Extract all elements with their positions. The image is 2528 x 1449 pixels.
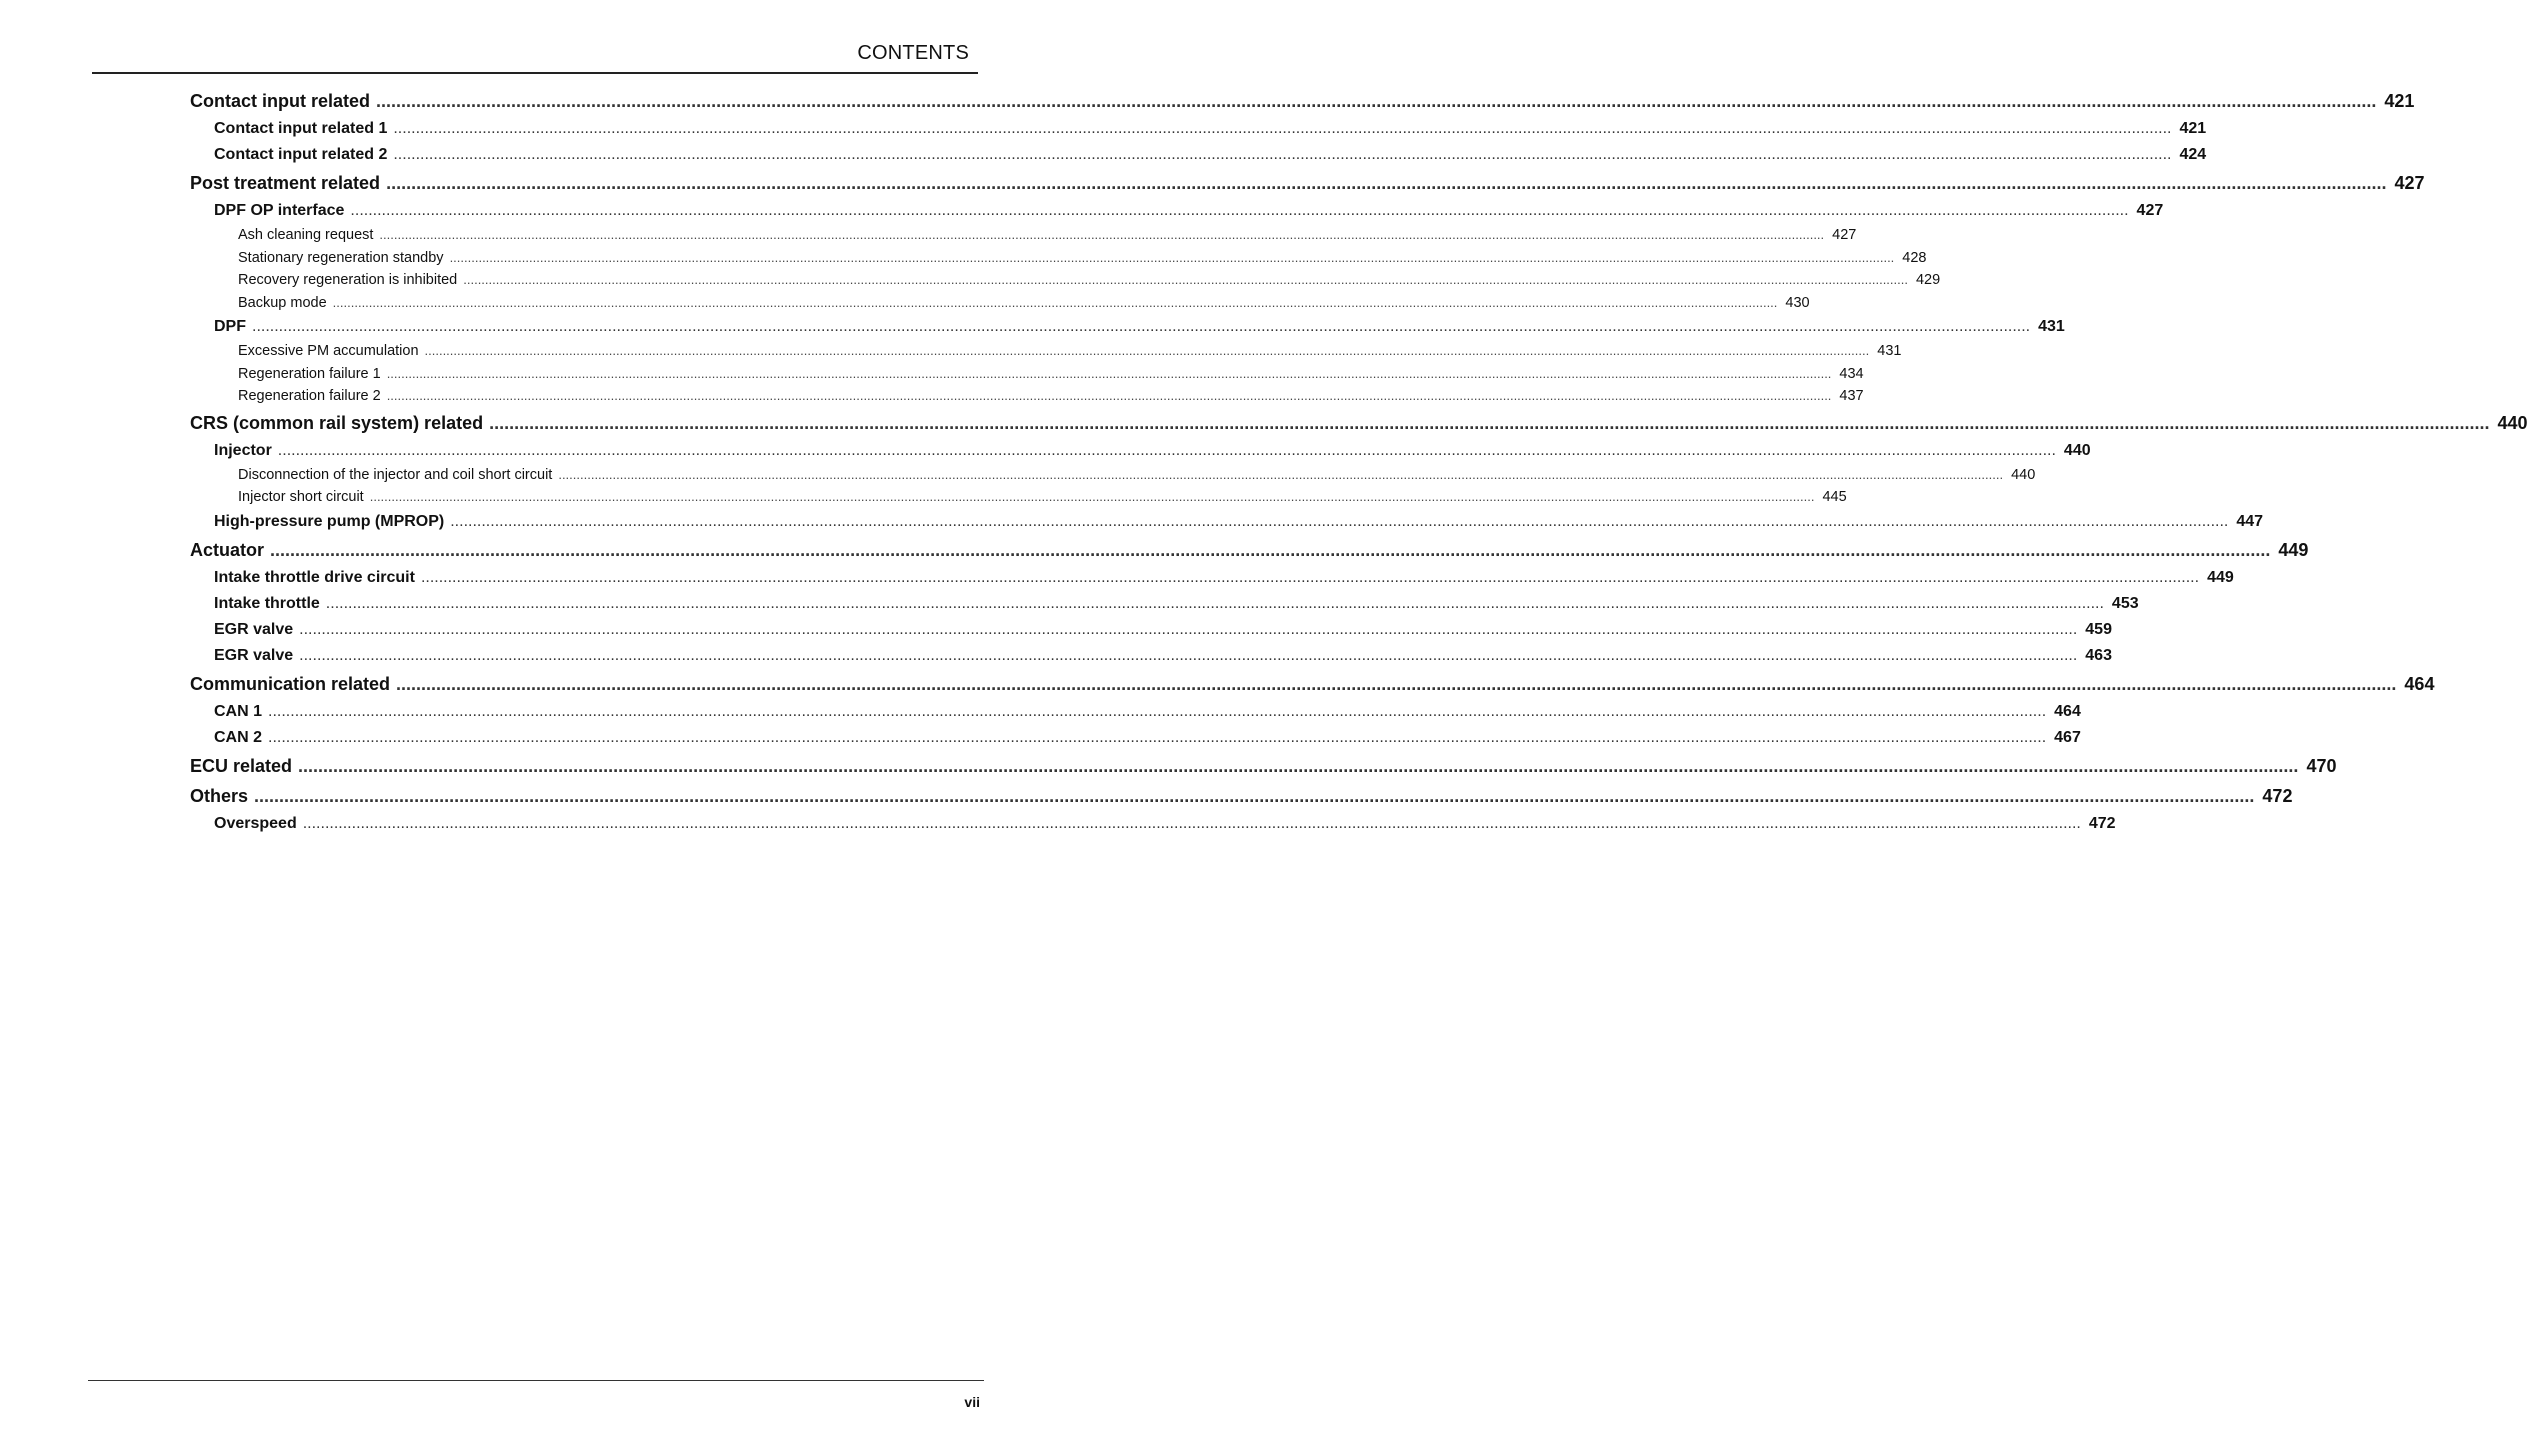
dot-leader: ................................................................................................................................................................................................................................................................................................................................................................................................................ — [369, 489, 1815, 504]
toc-entry-page-number: 427 — [2394, 173, 2425, 193]
toc-entry-level-2[interactable] — [214, 617, 2112, 643]
toc-entry-title: Recovery regeneration is inhibited — [238, 272, 458, 288]
toc-entry-level-2[interactable] — [214, 591, 2139, 617]
toc-entry-title: Others — [190, 785, 249, 806]
toc-entry-title: Contact input related — [190, 91, 371, 111]
toc-entry-level-2[interactable] — [214, 198, 2164, 224]
toc-entry-level-1[interactable] — [190, 87, 2415, 116]
dot-leader: ................................................................................................................................................................................................................................................................................................................................................................................................................ — [299, 620, 2078, 638]
toc-entry-title: Ash cleaning request — [238, 227, 374, 243]
toc-entry-title: Regeneration failure 1 — [238, 365, 381, 382]
toc-entry-level-2[interactable] — [214, 811, 2116, 837]
toc-entry-page-number: 440 — [2497, 412, 2528, 433]
dot-leader: ................................................................................................................................................................................................................................................................................................................................................................................................................ — [396, 673, 2397, 694]
toc-entry-title: Communication related — [190, 673, 391, 694]
toc-entry-level-3[interactable] — [238, 269, 1941, 292]
toc-entry-title: DPF OP interface — [214, 202, 345, 219]
dot-leader: ................................................................................................................................................................................................................................................................................................................................................................................................................ — [420, 568, 2200, 586]
toc-entry-level-3[interactable] — [238, 363, 1864, 386]
toc-entry-title: CAN 1 — [214, 702, 263, 720]
toc-entry-level-2[interactable] — [214, 509, 2264, 535]
toc-entry-page-number: 449 — [2207, 568, 2234, 586]
dot-leader: ................................................................................................................................................................................................................................................................................................................................................................................................................ — [393, 120, 2172, 137]
dot-leader: ................................................................................................................................................................................................................................................................................................................................................................................................................ — [254, 785, 2255, 806]
toc-entry-title: Post treatment related — [190, 173, 381, 193]
toc-entry-page-number: 434 — [1839, 365, 1864, 382]
dot-leader: ................................................................................................................................................................................................................................................................................................................................................................................................................ — [252, 318, 2031, 335]
dot-leader: ................................................................................................................................................................................................................................................................................................................................................................................................................ — [489, 412, 2490, 433]
toc-entry-level-2[interactable] — [214, 699, 2081, 725]
toc-entry-page-number: 464 — [2404, 673, 2435, 694]
dot-leader: ................................................................................................................................................................................................................................................................................................................................................................................................................ — [386, 173, 2387, 193]
dot-leader: ................................................................................................................................................................................................................................................................................................................................................................................................................ — [277, 441, 2056, 459]
toc-entry-title: Intake throttle — [214, 594, 320, 612]
toc-entry-level-2[interactable] — [214, 643, 2112, 669]
toc-entry-level-3[interactable] — [238, 247, 1927, 270]
toc-entry-page-number: 445 — [1822, 489, 1847, 505]
toc-entry-title: Actuator — [190, 539, 265, 560]
footer-divider — [88, 1380, 984, 1381]
toc-entry-page-number: 429 — [1915, 272, 1941, 288]
toc-entry-page-number: 421 — [2384, 91, 2415, 111]
toc-entry-level-3[interactable] — [238, 340, 1902, 363]
toc-entry-page-number: 440 — [2011, 466, 2036, 483]
toc-entry-level-1[interactable] — [190, 782, 2293, 811]
toc-entry-title: EGR valve — [214, 646, 294, 664]
dot-leader: ................................................................................................................................................................................................................................................................................................................................................................................................................ — [393, 146, 2172, 163]
toc-entry-title: DPF — [214, 318, 246, 335]
toc-entry-page-number: 430 — [1785, 294, 1810, 311]
toc-entry-level-1[interactable] — [190, 169, 2425, 198]
toc-entry-title: Backup mode — [238, 294, 327, 311]
page-number: vii — [964, 1394, 980, 1410]
toc-entry-level-3[interactable] — [238, 292, 1810, 315]
toc-entry-level-1[interactable] — [190, 536, 2309, 565]
toc-entry-level-1[interactable] — [190, 670, 2435, 699]
toc-entry-title: Stationary regeneration standby — [238, 249, 444, 266]
toc-entry-page-number: 427 — [2136, 202, 2164, 219]
page-header-title: CONTENTS — [857, 42, 969, 64]
dot-leader: ................................................................................................................................................................................................................................................................................................................................................................................................................ — [558, 466, 2004, 482]
dot-leader: ................................................................................................................................................................................................................................................................................................................................................................................................................ — [376, 91, 2377, 111]
toc-entry-page-number: 472 — [2262, 785, 2293, 806]
table-of-contents — [0, 86, 2528, 837]
dot-leader: ................................................................................................................................................................................................................................................................................................................................................................................................................ — [299, 646, 2078, 664]
toc-entry-page-number: 424 — [2179, 146, 2207, 163]
toc-entry-title: Disconnection of the injector and coil short circuit — [238, 466, 553, 483]
toc-entry-level-1[interactable] — [190, 752, 2337, 781]
toc-entry-level-3[interactable] — [238, 486, 1847, 509]
toc-entry-page-number: 463 — [2085, 646, 2112, 664]
toc-entry-level-1[interactable] — [190, 409, 2528, 438]
toc-entry-page-number: 447 — [2236, 512, 2264, 530]
toc-entry-level-3[interactable] — [238, 464, 2036, 487]
toc-entry-title: CAN 2 — [214, 728, 263, 746]
toc-entry-title: EGR valve — [214, 620, 294, 638]
toc-entry-title: Intake throttle drive circuit — [214, 568, 415, 586]
toc-entry-title: ECU related — [190, 755, 293, 776]
toc-entry-level-3[interactable] — [238, 224, 1857, 247]
toc-entry-title: CRS (common rail system) related — [190, 412, 484, 433]
toc-entry-title: Regeneration failure 2 — [238, 388, 381, 404]
toc-entry-page-number: 449 — [2278, 539, 2309, 560]
toc-entry-page-number: 470 — [2306, 755, 2337, 776]
toc-entry-title: Excessive PM accumulation — [238, 343, 419, 359]
toc-entry-page-number: 431 — [2038, 318, 2065, 335]
dot-leader: ................................................................................................................................................................................................................................................................................................................................................................................................................ — [302, 814, 2081, 832]
dot-leader: ................................................................................................................................................................................................................................................................................................................................................................................................................ — [268, 728, 2047, 746]
dot-leader: ................................................................................................................................................................................................................................................................................................................................................................................................................ — [449, 249, 1895, 265]
dot-leader: ................................................................................................................................................................................................................................................................................................................................................................................................................ — [379, 227, 1825, 242]
toc-entry-page-number: 464 — [2054, 702, 2081, 720]
toc-entry-level-2[interactable] — [214, 314, 2065, 340]
toc-entry-level-2[interactable] — [214, 116, 2207, 142]
toc-entry-level-2[interactable] — [214, 565, 2234, 591]
toc-entry-page-number: 427 — [1832, 227, 1857, 243]
toc-entry-page-number: 421 — [2179, 120, 2207, 137]
dot-leader: ................................................................................................................................................................................................................................................................................................................................................................................................................ — [450, 512, 2229, 530]
toc-entry-page-number: 467 — [2054, 728, 2081, 746]
dot-leader: ................................................................................................................................................................................................................................................................................................................................................................................................................ — [298, 755, 2299, 776]
toc-entry-page-number: 437 — [1839, 388, 1864, 404]
dot-leader: ................................................................................................................................................................................................................................................................................................................................................................................................................ — [386, 388, 1832, 403]
toc-entry-level-2[interactable] — [214, 725, 2081, 751]
toc-entry-page-number: 431 — [1877, 343, 1902, 359]
toc-entry-page-number: 459 — [2085, 620, 2112, 638]
toc-entry-page-number: 453 — [2111, 594, 2139, 612]
toc-entry-page-number: 428 — [1902, 249, 1927, 266]
header-divider — [92, 72, 978, 74]
toc-entry-level-2[interactable] — [214, 142, 2207, 168]
toc-entry-page-number: 472 — [2088, 814, 2116, 832]
toc-entry-title: Injector — [214, 441, 272, 459]
toc-entry-title: Overspeed — [214, 814, 297, 832]
toc-entry-title: Contact input related 2 — [214, 146, 388, 163]
toc-entry-title: High-pressure pump (MPROP) — [214, 512, 445, 530]
toc-entry-level-3[interactable] — [238, 385, 1864, 408]
dot-leader: ................................................................................................................................................................................................................................................................................................................................................................................................................ — [424, 343, 1870, 358]
toc-entry-level-2[interactable] — [214, 438, 2091, 464]
toc-entry-title: Injector short circuit — [238, 489, 364, 505]
dot-leader: ................................................................................................................................................................................................................................................................................................................................................................................................................ — [268, 702, 2047, 720]
dot-leader: ................................................................................................................................................................................................................................................................................................................................................................................................................ — [270, 539, 2271, 560]
dot-leader: ................................................................................................................................................................................................................................................................................................................................................................................................................ — [350, 202, 2129, 219]
dot-leader: ................................................................................................................................................................................................................................................................................................................................................................................................................ — [386, 365, 1832, 381]
toc-entry-page-number: 440 — [2063, 441, 2091, 459]
dot-leader: ................................................................................................................................................................................................................................................................................................................................................................................................................ — [325, 594, 2104, 612]
toc-entry-title: Contact input related 1 — [214, 120, 388, 137]
dot-leader: ................................................................................................................................................................................................................................................................................................................................................................................................................ — [463, 272, 1908, 287]
dot-leader: ................................................................................................................................................................................................................................................................................................................................................................................................................ — [332, 294, 1778, 310]
